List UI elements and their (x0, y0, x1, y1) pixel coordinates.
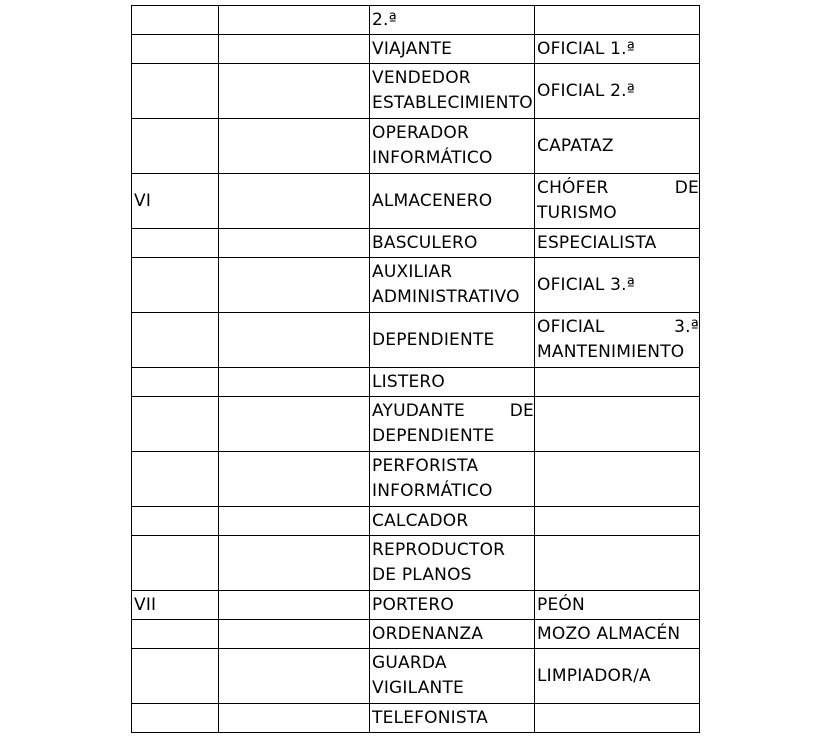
level-cell: VI (132, 174, 219, 229)
category-a-cell: PORTERO (370, 591, 535, 620)
job-category-table (131, 5, 700, 733)
category-a-cell: PERFORISTA INFORMÁTICO (370, 452, 535, 507)
level-cell (132, 452, 219, 507)
empty-cell (219, 591, 370, 620)
level-cell (132, 35, 219, 64)
empty-cell (219, 620, 370, 649)
category-a-cell: GUARDA VIGILANTE (370, 649, 535, 704)
category-b-cell: OFICIAL 3.ª (535, 258, 700, 313)
category-b-cell: MOZO ALMACÉN (535, 620, 700, 649)
empty-cell (219, 174, 370, 229)
category-a-cell: REPRODUCTOR DE PLANOS (370, 536, 535, 591)
level-cell (132, 6, 219, 35)
category-b-cell: OFICIAL 1.ª (535, 35, 700, 64)
table-row (132, 6, 700, 35)
empty-cell (219, 258, 370, 313)
empty-cell (219, 6, 370, 35)
category-b-cell: CHÓFER DE TURISMO (535, 174, 700, 229)
category-b-cell: OFICIAL 2.ª (535, 64, 700, 119)
category-a-cell: BASCULERO (370, 229, 535, 258)
empty-cell (219, 507, 370, 536)
category-a-cell: OPERADOR INFORMÁTICO (370, 119, 535, 174)
empty-cell (219, 452, 370, 507)
category-b-cell: CAPATAZ (535, 119, 700, 174)
level-cell (132, 64, 219, 119)
table-row (132, 507, 700, 536)
level-cell (132, 620, 219, 649)
category-a-cell: VENDEDOR ESTABLECIMIENTO (370, 64, 535, 119)
category-a-cell: ORDENANZA (370, 620, 535, 649)
category-b-cell: LIMPIADOR/A (535, 649, 700, 704)
category-b-cell (535, 452, 700, 507)
category-b-cell (535, 397, 700, 452)
empty-cell (219, 229, 370, 258)
category-a-cell: VIAJANTE (370, 35, 535, 64)
empty-cell (219, 536, 370, 591)
category-b-cell (535, 6, 700, 35)
category-b-cell (535, 536, 700, 591)
table-row (132, 591, 700, 620)
category-b-cell (535, 507, 700, 536)
level-cell (132, 397, 219, 452)
category-a-cell: AYUDANTE DE DEPENDIENTE (370, 397, 535, 452)
empty-cell (219, 119, 370, 174)
table-row (132, 258, 700, 313)
empty-cell (219, 64, 370, 119)
table-row (132, 229, 700, 258)
level-cell (132, 229, 219, 258)
table-row (132, 35, 700, 64)
level-cell (132, 119, 219, 174)
empty-cell (219, 368, 370, 397)
category-b-cell: ESPECIALISTA (535, 229, 700, 258)
empty-cell (219, 35, 370, 64)
category-a-cell: AUXILIAR ADMINISTRATIVO (370, 258, 535, 313)
level-cell (132, 704, 219, 733)
level-cell (132, 649, 219, 704)
empty-cell (219, 649, 370, 704)
category-a-cell: ALMACENERO (370, 174, 535, 229)
table-row (132, 620, 700, 649)
table-row (132, 704, 700, 733)
category-b-cell (535, 368, 700, 397)
table-row (132, 119, 700, 174)
category-a-cell: LISTERO (370, 368, 535, 397)
category-a-cell: DEPENDIENTE (370, 313, 535, 368)
category-a-cell: CALCADOR (370, 507, 535, 536)
table-row (132, 313, 700, 368)
level-cell (132, 313, 219, 368)
table-row (132, 174, 700, 229)
level-cell (132, 507, 219, 536)
category-b-cell (535, 704, 700, 733)
level-cell: VII (132, 591, 219, 620)
table-row (132, 649, 700, 704)
category-a-cell: TELEFONISTA (370, 704, 535, 733)
category-b-cell: PEÓN (535, 591, 700, 620)
category-a-cell: 2.ª (370, 6, 535, 35)
empty-cell (219, 704, 370, 733)
level-cell (132, 258, 219, 313)
category-b-cell: OFICIAL 3.ª MANTENIMIENTO (535, 313, 700, 368)
table-row (132, 452, 700, 507)
level-cell (132, 368, 219, 397)
table-row (132, 64, 700, 119)
level-cell (132, 536, 219, 591)
empty-cell (219, 313, 370, 368)
empty-cell (219, 397, 370, 452)
table-row (132, 397, 700, 452)
table-row (132, 536, 700, 591)
table-row (132, 368, 700, 397)
